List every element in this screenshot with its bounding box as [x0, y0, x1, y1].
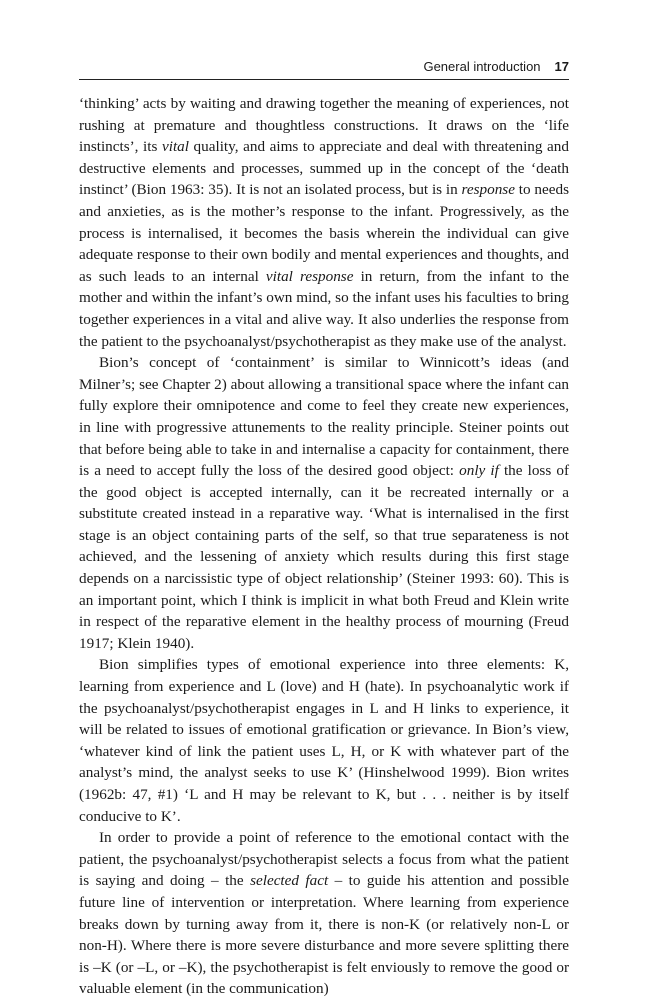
chapter-title: General introduction — [423, 59, 541, 74]
page-number: 17 — [554, 59, 569, 74]
header-rule — [79, 79, 569, 80]
paragraph: In order to provide a point of reference to the emotional contact with the patient, the psychoanalyst/psychotherapist selects a focus from what the patient is saying and doing – the selected fact – to guide his attention and possible future line of intervention or interpretation. Where learning from experience breaks down by turning away from it, there is non-K (or relatively non-L or non-H). Where there is more severe disturbance and more severe splitting there is –K (or –L, or –K), the psychotherapist is felt enviously to remove the good or valuable element (in the communication) — [79, 829, 569, 998]
body-text — [79, 93, 569, 1000]
paragraph: Bion simplifies types of emotional experience into three elements: K, learning from experience and L (love) and H (hate). In psychoanalytic work if the psychoanalyst/psychotherapist engages in L and H links to experience, it will be related to issues of emotional gratification or grievance. In Bion’s view, ‘whatever kind of link the patient uses L, H, or K with whatever part of the analyst’s mind, the analyst seeks to use K’ (Hinshelwood 1999). Bion writes (1962b: 47, #1) ‘L and H may be relevant to K, but . . . neither is by itself conducive to K’. — [79, 656, 569, 825]
running-head — [79, 57, 569, 77]
paragraph: Bion’s concept of ‘containment’ is similar to Winnicott’s ideas (and Milner’s; see Chapter 2) about allowing a transitional space where the infant can fully explore their omnipotence and come to feel they create new experiences, in line with progressive attunements to the reality principle. Steiner points out that before being able to take in and internalise a capacity for containment, there is a need to accept fully the loss of the desired good object: only if the loss of the good object is accepted internally, can it be recreated internally or a substitute created instead in a reparative way. ‘What is internalised in the first stage is an object containing parts of the self, so that true separateness is not achieved, and the lessening of anxiety which results during this first stage depends on a narcissistic type of object relationship’ (Steiner 1993: 60). This is an important point, which I think is implicit in what both Freud and Klein write in respect of the reparative element in the healthy process of mourning (Freud 1917; Klein 1940). — [79, 354, 569, 652]
paragraph: ‘thinking’ acts by waiting and drawing together the meaning of experiences, not rushing at premature and thoughtless constructions. It draws on the ‘life instincts’, its vital quality, and aims to appreciate and deal with threatening and destructive elements and processes, summed up in the concept of the ‘death instinct’ (Bion 1963: 35). It is not an isolated process, but is in response to needs and anxieties, as is the mother’s response to the infant. Progressively, as the process is internalised, it becomes the basis wherein the individual can give adequate response to their own bodily and mental experiences and thoughts, and as such leads to an internal vital response in return, from the infant to the mother and within the infant’s own mind, so the infant uses his faculties to bring together experiences in a vital and alive way. It also underlies the response from the patient to the psychoanalyst/psychotherapist as they make use of the analyst. — [79, 95, 569, 350]
